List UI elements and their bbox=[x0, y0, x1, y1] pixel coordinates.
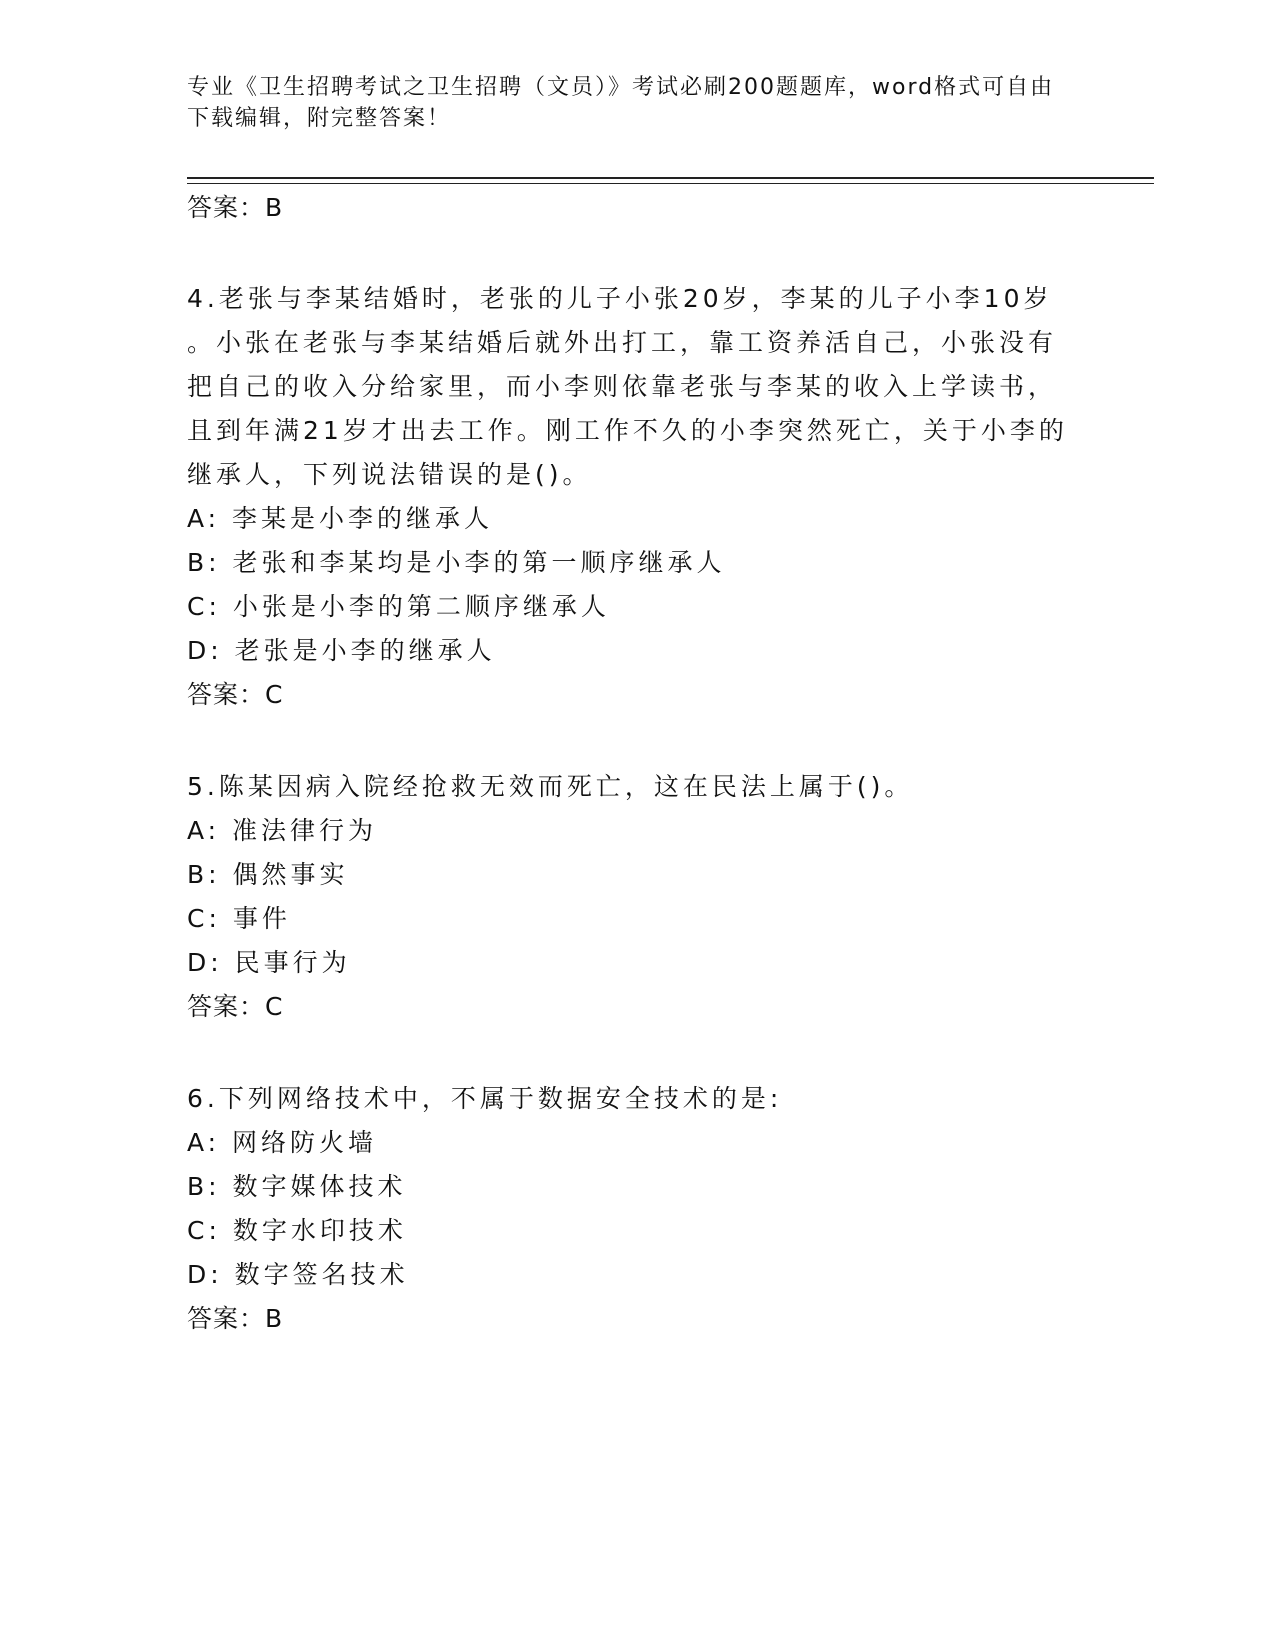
question-6: 6.下列网络技术中，不属于数据安全技术的是: bbox=[187, 1084, 783, 1113]
header-rule-thick bbox=[187, 177, 1154, 179]
question-4-line-1: 4.老张与李某结婚时，老张的儿子小张20岁，李某的儿子小李10岁 bbox=[187, 284, 1053, 313]
answer-q4: 答案：C bbox=[187, 680, 284, 709]
question-4-line-4: 且到年满21岁才出去工作。刚工作不久的小李突然死亡，关于小李的 bbox=[187, 416, 1068, 445]
question-4-line-5: 继承人，下列说法错误的是()。 bbox=[187, 460, 592, 489]
question-5: 5.陈某因病入院经抢救无效而死亡，这在民法上属于()。 bbox=[187, 772, 914, 801]
q5-option-c: C: 事件 bbox=[187, 904, 291, 933]
q4-option-d: D: 老张是小李的继承人 bbox=[187, 636, 496, 665]
q4-option-a: A: 李某是小李的继承人 bbox=[187, 504, 494, 533]
answer-q6: 答案：B bbox=[187, 1304, 284, 1333]
q5-option-d: D: 民事行为 bbox=[187, 948, 351, 977]
q4-option-c: C: 小张是小李的第二顺序继承人 bbox=[187, 592, 610, 621]
answer-q5: 答案：C bbox=[187, 992, 284, 1021]
q5-option-a: A: 准法律行为 bbox=[187, 816, 378, 845]
q6-option-d: D: 数字签名技术 bbox=[187, 1260, 409, 1289]
header-rule-thin bbox=[187, 183, 1154, 184]
q4-option-b: B: 老张和李某均是小李的第一顺序继承人 bbox=[187, 548, 726, 577]
question-4-line-2: 。小张在老张与李某结婚后就外出打工，靠工资养活自己，小张没有 bbox=[187, 328, 1058, 357]
q6-option-a: A: 网络防火墙 bbox=[187, 1128, 378, 1157]
question-4-line-3: 把自己的收入分给家里，而小李则依靠老张与李某的收入上学读书， bbox=[187, 372, 1058, 401]
q6-option-c: C: 数字水印技术 bbox=[187, 1216, 407, 1245]
q5-option-b: B: 偶然事实 bbox=[187, 860, 349, 889]
answer-q3: 答案：B bbox=[187, 193, 284, 222]
document-header: 专业《卫生招聘考试之卫生招聘（文员）》考试必刷200题题库，word格式可自由下载编辑，附完整答案！ bbox=[187, 75, 1055, 131]
q6-option-b: B: 数字媒体技术 bbox=[187, 1172, 407, 1201]
